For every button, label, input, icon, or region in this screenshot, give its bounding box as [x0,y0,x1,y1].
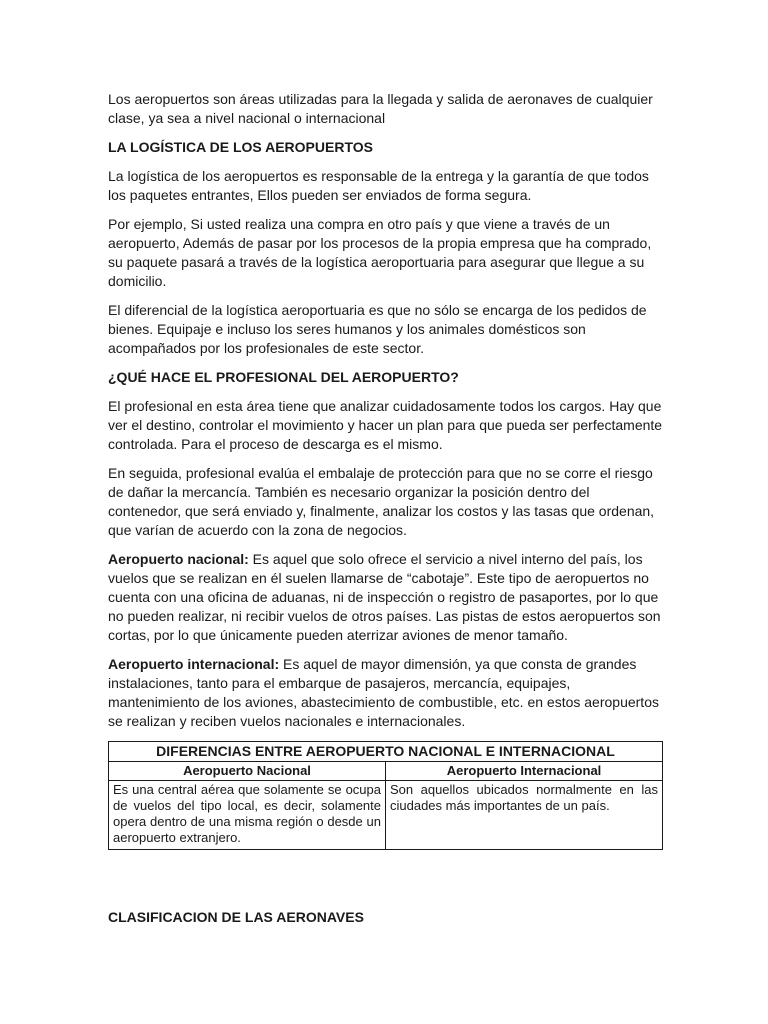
term-aeropuerto-nacional: Aeropuerto nacional: [108,551,249,567]
definition-text: Es aquel que solo ofrece el servicio a nivel interno del país, los vuelos que se realizan en él suelen llamarse de “cabotaje”. Este tipo de aeropuertos no cuenta con una oficina de aduanas, ni de inspección o registro de pasaportes, por lo que no pueden realizar, ni recibir vuelos de otros países. Las pistas de estos aeropuertos son cortas, por lo que únicamente pueden aterrizar aviones de menor tamaño. [108,551,661,643]
table-title: DIFERENCIAS ENTRE AEROPUERTO NACIONAL E INTERNACIONAL [109,742,663,762]
intro-paragraph: Los aeropuertos son áreas utilizadas para la llegada y salida de aeronaves de cualquier clase, ya sea a nivel nacional o internacional [108,91,653,126]
table-title-row [109,742,663,762]
table-cell-internacional: Son aquellos ubicados normalmente en las ciudades más importantes de un país. [386,781,663,850]
term-aeropuerto-internacional: Aeropuerto internacional: [108,656,280,672]
table-cell-nacional: Es una central aérea que solamente se ocupa de vuelos del tipo local, es decir, solamente opera dentro de una misma región o desde un aeropuerto extranjero. [109,781,386,850]
section-heading-clasificacion: CLASIFICACION DE LAS AERONAVES [108,909,364,925]
paragraph: El profesional en esta área tiene que analizar cuidadosamente todos los cargos. Hay que ver el destino, controlar el movimiento y hacer un plan para que pueda ser perfectamente controlada. Para el proceso de descarga es el mismo. [108,398,663,452]
table-header-internacional: Aeropuerto Internacional [386,762,663,781]
table-header-nacional: Aeropuerto Nacional [109,762,386,781]
paragraph: En seguida, profesional evalúa el embalaje de protección para que no se corre el riesgo de dañar la mercancía. También es necesario organizar la posición dentro del contenedor, que será enviado y, finalmente, analizar los costos y las tasas que ordenan, que varían de acuerdo con la zona de negocios. [108,465,655,538]
paragraph: Por ejemplo, Si usted realiza una compra en otro país y que viene a través de un aeropuerto, Además de pasar por los procesos de la propia empresa que ha comprado, su paquete pasará a través de la logística aeroportuaria para asegurar que llegue a su domicilio. [108,216,652,289]
paragraph: El diferencial de la logística aeroportuaria es que no sólo se encarga de los pedidos de bienes. Equipaje e incluso los seres humanos y los animales domésticos son acompañados por los profesionales de este sector. [108,302,647,356]
definition-text: Es aquel de mayor dimensión, ya que consta de grandes instalaciones, tanto para el embarque de pasajeros, mercancía, equipajes, mantenimiento de los aviones, abastecimiento de combustible, etc. en estos aeropuertos se realizan y reciben vuelos nacionales e internacionales. [108,656,659,729]
document-body [108,90,663,850]
section-heading-logistica: LA LOGÍSTICA DE LOS AEROPUERTOS [108,139,373,155]
paragraph: La logística de los aeropuertos es responsable de la entrega y la garantía de que todos los paquetes entrantes, Ellos pueden ser enviados de forma segura. [108,168,649,203]
table-header-row [109,762,663,781]
differences-table [108,741,663,850]
paragraph-aeropuerto-nacional [108,550,663,645]
paragraph-aeropuerto-internacional [108,655,663,731]
table-row [109,781,663,850]
section-heading-profesional: ¿QUÉ HACE EL PROFESIONAL DEL AEROPUERTO? [108,369,459,385]
